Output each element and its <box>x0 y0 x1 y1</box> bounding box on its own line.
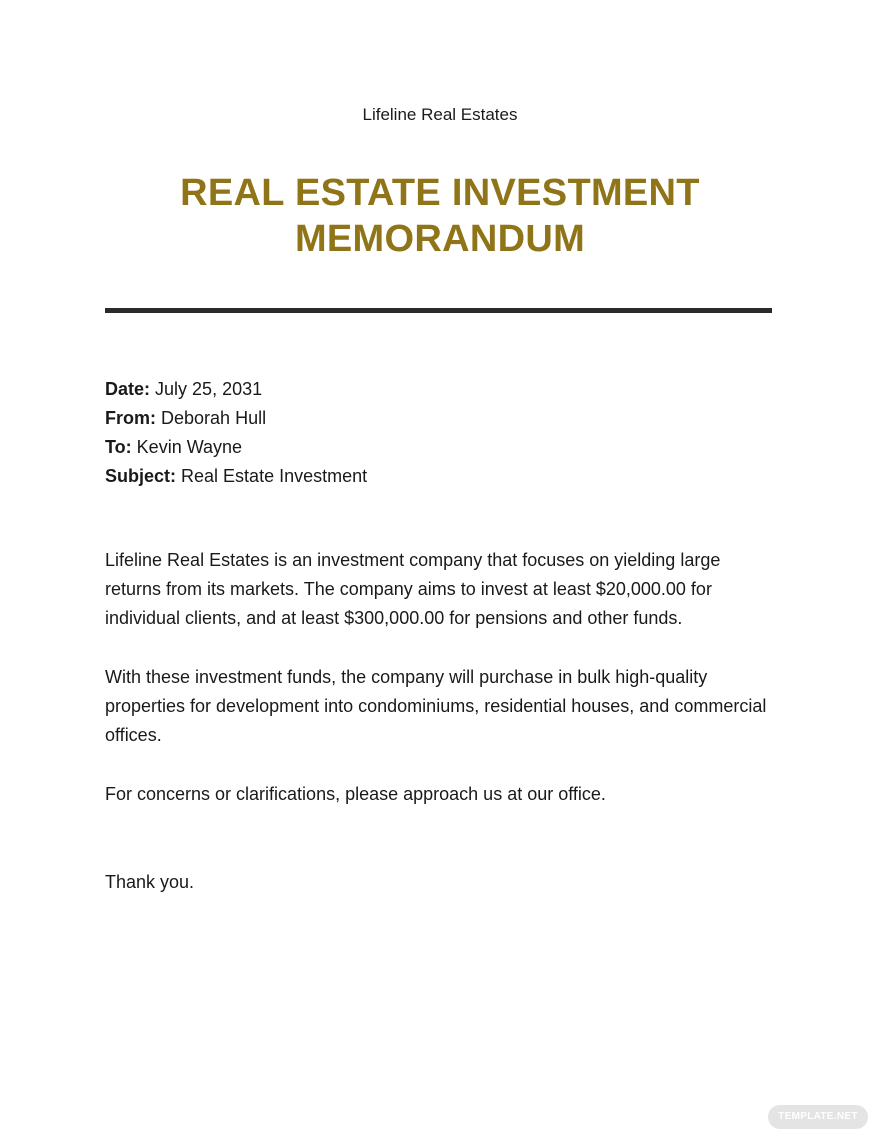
meta-date-row <box>105 375 775 404</box>
meta-subject-row <box>105 462 775 491</box>
company-name: Lifeline Real Estates <box>362 105 518 124</box>
memo-title <box>100 170 780 262</box>
meta-to-label: To: <box>105 437 132 457</box>
body-paragraph-2: With these investment funds, the company will purchase in bulk high-quality properties for development into condominiums, residential houses, and commercial offices. <box>105 667 767 745</box>
meta-subject-value: Real Estate Investment <box>181 466 368 486</box>
meta-from-row <box>105 404 775 433</box>
meta-to-value: Kevin Wayne <box>136 437 243 457</box>
meta-from-label: From: <box>105 408 156 428</box>
body-paragraph-1: Lifeline Real Estates is an investment company that focuses on yielding large returns from its markets. The company aims to invest at least $20,000.00 for individual clients, and at least $300,000.00 for pensions and other funds. <box>105 550 721 628</box>
meta-to-row <box>105 433 775 462</box>
meta-from-value: Deborah Hull <box>161 408 267 428</box>
memo-title-line-1: REAL ESTATE INVESTMENT <box>180 172 700 214</box>
memo-title-line-2: MEMORANDUM <box>294 218 586 260</box>
body-paragraph-3: For concerns or clarifications, please approach us at our office. <box>105 784 606 804</box>
title-divider <box>105 308 772 313</box>
meta-date-value: July 25, 2031 <box>155 379 263 399</box>
memo-meta <box>105 375 775 491</box>
template-watermark: TEMPLATE.NET <box>768 1105 868 1129</box>
meta-date-label: Date: <box>105 379 151 399</box>
meta-subject-label: Subject: <box>105 466 177 486</box>
closing-text: Thank you. <box>105 872 195 892</box>
